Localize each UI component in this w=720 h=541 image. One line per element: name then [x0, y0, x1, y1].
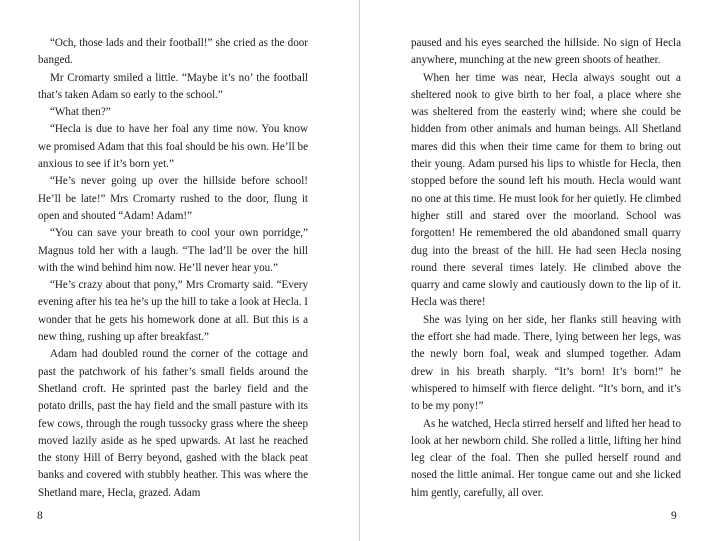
- paragraph: When her time was near, Hecla always sought out a sheltered nook to give birth to her foal, a place where she was sheltered from the easterly wind; where she could be hidden from other animals and human beings. All Shetland mares did this when their time came for them to bring out their young. Adam pursed his lips to whistle for Hecla, then stopped before the sound left his mouth. Hecla would want no one at this time. He must look for her quietly. He climbed higher still and stared over the moorland. School was forgotten! He remembered the old abandoned small quarry dug into the breast of the hill. He had seen Hecla nosing round there several times lately. He climbed above the quarry and came slowly and cautiously down to the lip of it. Hecla was there!: [411, 71, 681, 309]
- left-page: [38, 35, 308, 502]
- paragraph: She was lying on her side, her flanks still heaving with the effort she had made. There, lying between her legs, was the newly born foal, weak and slumped together. Adam drew in his breath sharply. “It’s born! It’s born!” he whispered to himself with fierce delight. “It’s born, and it’s to be my pony!”: [411, 313, 681, 413]
- left-page-number: 8: [37, 510, 43, 522]
- paragraph: “He’s crazy about that pony,” Mrs Cromarty said. “Every evening after his tea he’s up the hill to take a look at Hecla. I wonder that he gets his homework done at all. But this is a new thing, rushing up after breakfast.”: [38, 279, 308, 344]
- paragraph: “You can save your breath to cool your own porridge,” Magnus told her with a laugh. “The lad’ll be over the hill with the wind behind him now. He’ll never hear you.”: [38, 227, 308, 274]
- paragraph: paused and his eyes searched the hillside. No sign of Hecla anywhere, munching at the new green shoots of heather.: [411, 37, 681, 67]
- paragraph: “Hecla is due to have her foal any time now. You know we promised Adam that this foal should be his own. He’ll be anxious to see if it’s born yet.”: [38, 123, 308, 171]
- paragraph: “Och, those lads and their football!” she cried as the door banged.: [38, 37, 308, 67]
- paragraph: “He’s never going up over the hillside before school! He’ll be late!” Mrs Cromarty rushed to the door, flung it open and shouted “Adam! Adam!”: [38, 175, 308, 222]
- page-gutter: [359, 0, 360, 541]
- right-page: [411, 35, 681, 502]
- paragraph: “What then?”: [50, 106, 111, 119]
- paragraph: Adam had doubled round the corner of the cottage and past the patchwork of his father’s small fields around the Shetland croft. He sprinted past the barley field and the potato drills, past the hay field and the small pasture with its few cows, through the rough tussocky grass where the sheep moved lazily aside as he sped upwards. At last he reached the stony Hill of Berry beyond, gashed with the black peat banks and covered with stubbly heather. This was where the Shetland mare, Hecla, grazed. Adam: [38, 348, 308, 499]
- right-page-number: 9: [671, 510, 677, 522]
- paragraph: Mr Cromarty smiled a little. “Maybe it’s no’ the football that’s taken Adam so early to the school.”: [38, 71, 308, 101]
- paragraph: As he watched, Hecla stirred herself and lifted her head to look at her newborn child. She rolled a little, lifting her hind leg clear of the foal. Then she pulled herself round and nosed the little animal. Her tongue came out and she licked him gently, carefully, all over.: [411, 417, 681, 499]
